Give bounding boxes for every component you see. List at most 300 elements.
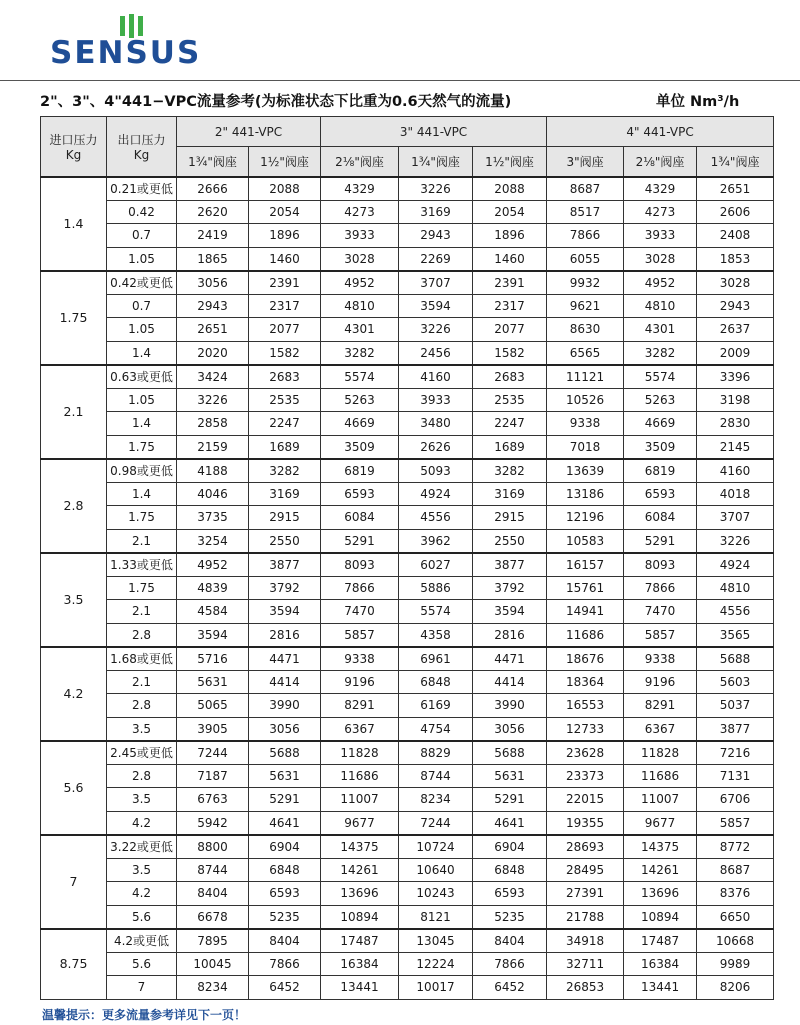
flow-value-cell: 8206: [697, 976, 774, 1000]
outlet-pressure-cell: 2.1: [107, 529, 177, 553]
flow-value-cell: 10894: [624, 905, 697, 929]
table-row: [41, 412, 774, 436]
flow-value-cell: 5603: [697, 670, 774, 694]
flow-value-cell: 21788: [547, 905, 624, 929]
flow-value-cell: 4273: [624, 200, 697, 224]
inlet-pressure-cell: 8.75: [41, 929, 107, 1000]
flow-value-cell: 8404: [249, 929, 321, 953]
inlet-pressure-cell: 1.4: [41, 177, 107, 271]
table-row: [41, 670, 774, 694]
flow-value-cell: 32711: [547, 952, 624, 976]
flow-value-cell: 3594: [399, 294, 473, 318]
flow-value-cell: 4810: [697, 576, 774, 600]
outlet-pressure-cell: 1.75: [107, 576, 177, 600]
flow-value-cell: 2419: [177, 224, 249, 248]
flow-value-cell: 4160: [399, 365, 473, 389]
flow-value-cell: 3028: [624, 247, 697, 271]
flow-value-cell: 2317: [249, 294, 321, 318]
outlet-pressure-cell: 0.21或更低: [107, 177, 177, 201]
flow-value-cell: 9932: [547, 271, 624, 295]
flow-value-cell: 11686: [624, 764, 697, 788]
flow-value-cell: 2816: [249, 623, 321, 647]
flow-value-cell: 7866: [624, 576, 697, 600]
flow-value-cell: 3198: [697, 388, 774, 412]
table-row: [41, 224, 774, 248]
flow-value-cell: 3933: [399, 388, 473, 412]
table-row: [41, 506, 774, 530]
flow-value-cell: 2391: [473, 271, 547, 295]
flow-value-cell: 3877: [697, 717, 774, 741]
flow-value-cell: 9196: [624, 670, 697, 694]
flow-value-cell: 6904: [249, 835, 321, 859]
flow-value-cell: 3254: [177, 529, 249, 553]
seat-header: 1¾"阀座: [399, 147, 473, 177]
flow-value-cell: 2088: [249, 177, 321, 201]
flow-value-cell: 7216: [697, 741, 774, 765]
flow-value-cell: 7866: [547, 224, 624, 248]
flow-value-cell: 15761: [547, 576, 624, 600]
table-row: [41, 435, 774, 459]
inlet-pressure-cell: 5.6: [41, 741, 107, 835]
flow-value-cell: 10045: [177, 952, 249, 976]
flow-value-cell: 27391: [547, 882, 624, 906]
header-divider: [0, 80, 800, 81]
table-row: [41, 529, 774, 553]
outlet-pressure-cell: 2.1: [107, 670, 177, 694]
outlet-pressure-cell: 2.1: [107, 600, 177, 624]
flow-value-cell: 16157: [547, 553, 624, 577]
flow-value-cell: 4160: [697, 459, 774, 483]
flow-value-cell: 16384: [624, 952, 697, 976]
flow-value-cell: 5291: [624, 529, 697, 553]
flow-value-cell: 4669: [624, 412, 697, 436]
page-title: 2"、3"、4"441−VPC流量参考(为标准状态下比重为0.6天然气的流量): [40, 94, 512, 110]
flow-value-cell: 4641: [473, 811, 547, 835]
flow-value-cell: 2088: [473, 177, 547, 201]
outlet-pressure-header: [107, 117, 177, 177]
flow-value-cell: 2816: [473, 623, 547, 647]
flow-value-cell: 5291: [249, 788, 321, 812]
flow-value-cell: 3792: [473, 576, 547, 600]
flow-value-cell: 4358: [399, 623, 473, 647]
flow-value-cell: 16553: [547, 694, 624, 718]
flow-value-cell: 3226: [399, 177, 473, 201]
flow-value-cell: 2077: [249, 318, 321, 342]
flow-value-cell: 4301: [321, 318, 399, 342]
flow-value-cell: 7131: [697, 764, 774, 788]
flow-value-cell: 1853: [697, 247, 774, 271]
flow-value-cell: 12733: [547, 717, 624, 741]
flow-value-cell: 10894: [321, 905, 399, 929]
outlet-pressure-cell: 0.63或更低: [107, 365, 177, 389]
table-row: [41, 647, 774, 671]
flow-value-cell: 3792: [249, 576, 321, 600]
table-row: [41, 717, 774, 741]
flow-value-cell: 2915: [249, 506, 321, 530]
flow-value-cell: 11686: [321, 764, 399, 788]
flow-value-cell: 1689: [473, 435, 547, 459]
flow-value-cell: 13045: [399, 929, 473, 953]
outlet-pressure-cell: 5.6: [107, 905, 177, 929]
flow-value-cell: 7866: [473, 952, 547, 976]
group-header-2in: 2" 441-VPC: [177, 117, 321, 147]
flow-value-cell: 6848: [399, 670, 473, 694]
outlet-pressure-cell: 4.2: [107, 882, 177, 906]
table-row: [41, 741, 774, 765]
flow-value-cell: 4301: [624, 318, 697, 342]
flow-value-cell: 3056: [473, 717, 547, 741]
flow-value-cell: 11121: [547, 365, 624, 389]
flow-value-cell: 3282: [624, 341, 697, 365]
flow-value-cell: 4952: [321, 271, 399, 295]
inlet-pressure-cell: 2.8: [41, 459, 107, 553]
flow-value-cell: 6819: [624, 459, 697, 483]
flow-value-cell: 4188: [177, 459, 249, 483]
flow-value-cell: 3594: [249, 600, 321, 624]
flow-value-cell: 3424: [177, 365, 249, 389]
flow-value-cell: 6706: [697, 788, 774, 812]
flow-value-cell: 3396: [697, 365, 774, 389]
inlet-unit-label: Kg: [65, 147, 82, 162]
flow-value-cell: 14375: [321, 835, 399, 859]
table-row: [41, 271, 774, 295]
flow-value-cell: 7187: [177, 764, 249, 788]
flow-value-cell: 9338: [624, 647, 697, 671]
seat-header: 1½"阀座: [249, 147, 321, 177]
outlet-pressure-cell: 4.2或更低: [107, 929, 177, 953]
flow-value-cell: 14375: [624, 835, 697, 859]
flow-value-cell: 2606: [697, 200, 774, 224]
flow-value-cell: 2020: [177, 341, 249, 365]
outlet-pressure-cell: 0.98或更低: [107, 459, 177, 483]
flow-value-cell: 10017: [399, 976, 473, 1000]
flow-value-cell: 5942: [177, 811, 249, 835]
flow-value-cell: 2915: [473, 506, 547, 530]
flow-value-cell: 2683: [473, 365, 547, 389]
flow-value-cell: 8630: [547, 318, 624, 342]
flow-value-cell: 2637: [697, 318, 774, 342]
flow-value-cell: 14261: [321, 858, 399, 882]
flow-value-cell: 5291: [321, 529, 399, 553]
flow-value-cell: 8093: [321, 553, 399, 577]
outlet-pressure-cell: 1.4: [107, 412, 177, 436]
outlet-pressure-cell: 2.8: [107, 623, 177, 647]
flow-value-cell: 3905: [177, 717, 249, 741]
flow-value-cell: 6084: [321, 506, 399, 530]
outlet-pressure-cell: 1.75: [107, 435, 177, 459]
flow-value-cell: 5631: [473, 764, 547, 788]
flow-value-cell: 10526: [547, 388, 624, 412]
flow-value-cell: 7470: [321, 600, 399, 624]
inlet-pressure-cell: 4.2: [41, 647, 107, 741]
flow-value-cell: 8404: [473, 929, 547, 953]
sensus-logo: [50, 14, 220, 70]
flow-value-cell: 2830: [697, 412, 774, 436]
flow-value-cell: 8121: [399, 905, 473, 929]
flow-value-cell: 8829: [399, 741, 473, 765]
flow-value-cell: 11007: [624, 788, 697, 812]
table-row: [41, 459, 774, 483]
flow-value-cell: 5093: [399, 459, 473, 483]
flow-value-cell: 2550: [249, 529, 321, 553]
table-row: [41, 623, 774, 647]
flow-value-cell: 2858: [177, 412, 249, 436]
flow-value-cell: 4414: [473, 670, 547, 694]
flow-value-cell: 17487: [321, 929, 399, 953]
flow-value-cell: 13441: [624, 976, 697, 1000]
flow-value-cell: 6961: [399, 647, 473, 671]
flow-value-cell: 4669: [321, 412, 399, 436]
flow-value-cell: 23628: [547, 741, 624, 765]
table-row: [41, 929, 774, 953]
flow-value-cell: 4329: [624, 177, 697, 201]
seat-header: 3"阀座: [547, 147, 624, 177]
flow-value-cell: 1582: [249, 341, 321, 365]
flow-value-cell: 4471: [249, 647, 321, 671]
table-row: [41, 600, 774, 624]
flow-value-cell: 2943: [399, 224, 473, 248]
flow-value-cell: 4556: [697, 600, 774, 624]
outlet-pressure-cell: 2.8: [107, 764, 177, 788]
outlet-pressure-label: 出口压力: [117, 132, 166, 147]
flow-value-cell: 12224: [399, 952, 473, 976]
flow-value-cell: 3990: [249, 694, 321, 718]
flow-value-cell: 5716: [177, 647, 249, 671]
flow-value-cell: 5857: [624, 623, 697, 647]
flow-value-cell: 7895: [177, 929, 249, 953]
table-row: [41, 318, 774, 342]
flow-value-cell: 1896: [249, 224, 321, 248]
flow-value-cell: 1896: [473, 224, 547, 248]
flow-value-cell: 19355: [547, 811, 624, 835]
flow-value-cell: 2269: [399, 247, 473, 271]
outlet-pressure-cell: 3.5: [107, 858, 177, 882]
flow-value-cell: 9196: [321, 670, 399, 694]
table-row: [41, 788, 774, 812]
flow-value-cell: 2054: [473, 200, 547, 224]
flow-value-cell: 4414: [249, 670, 321, 694]
flow-value-cell: 16384: [321, 952, 399, 976]
flow-value-cell: 18364: [547, 670, 624, 694]
flow-value-cell: 3480: [399, 412, 473, 436]
flow-value-cell: 4556: [399, 506, 473, 530]
flow-value-cell: 9621: [547, 294, 624, 318]
flow-value-cell: 3933: [624, 224, 697, 248]
outlet-pressure-cell: 1.05: [107, 247, 177, 271]
flow-value-cell: 2054: [249, 200, 321, 224]
flow-value-cell: 4924: [399, 482, 473, 506]
flow-value-cell: 3707: [399, 271, 473, 295]
table-row: [41, 341, 774, 365]
flow-value-cell: 6452: [473, 976, 547, 1000]
flow-value-cell: 7470: [624, 600, 697, 624]
table-row: [41, 177, 774, 201]
flow-value-cell: 6169: [399, 694, 473, 718]
flow-value-cell: 1460: [473, 247, 547, 271]
flow-value-cell: 5631: [249, 764, 321, 788]
flow-value-cell: 1582: [473, 341, 547, 365]
flow-value-cell: 18676: [547, 647, 624, 671]
flow-value-cell: 3735: [177, 506, 249, 530]
outlet-pressure-cell: 1.05: [107, 318, 177, 342]
flow-value-cell: 3282: [321, 341, 399, 365]
flow-value-cell: 6565: [547, 341, 624, 365]
flow-value-cell: 3226: [697, 529, 774, 553]
table-row: [41, 553, 774, 577]
group-header-4in: 4" 441-VPC: [547, 117, 774, 147]
flow-value-cell: 5574: [624, 365, 697, 389]
flow-value-cell: 2317: [473, 294, 547, 318]
flow-value-cell: 8291: [321, 694, 399, 718]
flow-value-cell: 6593: [249, 882, 321, 906]
flow-value-cell: 3226: [399, 318, 473, 342]
seat-header: 2⅛"阀座: [624, 147, 697, 177]
outlet-pressure-cell: 3.22或更低: [107, 835, 177, 859]
outlet-pressure-cell: 3.5: [107, 717, 177, 741]
flow-value-cell: 6848: [249, 858, 321, 882]
flow-value-cell: 6819: [321, 459, 399, 483]
flow-value-cell: 6027: [399, 553, 473, 577]
flow-value-cell: 10583: [547, 529, 624, 553]
flow-value-cell: 3877: [249, 553, 321, 577]
flow-value-cell: 22015: [547, 788, 624, 812]
outlet-pressure-cell: 4.2: [107, 811, 177, 835]
flow-value-cell: 3056: [177, 271, 249, 295]
flow-value-cell: 4273: [321, 200, 399, 224]
flow-value-cell: 3028: [697, 271, 774, 295]
flow-value-cell: 11686: [547, 623, 624, 647]
flow-value-cell: 2145: [697, 435, 774, 459]
flow-value-cell: 13186: [547, 482, 624, 506]
flow-value-cell: 14941: [547, 600, 624, 624]
flow-value-cell: 10640: [399, 858, 473, 882]
flow-value-cell: 4952: [177, 553, 249, 577]
table-row: [41, 247, 774, 271]
outlet-unit-label: Kg: [133, 147, 150, 162]
flow-value-cell: 8687: [547, 177, 624, 201]
flow-value-cell: 3509: [321, 435, 399, 459]
flow-value-cell: 28693: [547, 835, 624, 859]
flow-value-cell: 5037: [697, 694, 774, 718]
flow-value-cell: 2943: [697, 294, 774, 318]
table-row: [41, 294, 774, 318]
flow-value-cell: 2009: [697, 341, 774, 365]
flow-value-cell: 11828: [321, 741, 399, 765]
flow-value-cell: 6848: [473, 858, 547, 882]
flow-table-container: [40, 116, 773, 1000]
inlet-pressure-header: [41, 117, 107, 177]
flow-value-cell: 2943: [177, 294, 249, 318]
flow-value-cell: 3565: [697, 623, 774, 647]
flow-value-cell: 28495: [547, 858, 624, 882]
flow-value-cell: 3594: [473, 600, 547, 624]
outlet-pressure-cell: 0.7: [107, 294, 177, 318]
flow-value-cell: 4329: [321, 177, 399, 201]
flow-value-cell: 5857: [697, 811, 774, 835]
table-row: [41, 200, 774, 224]
outlet-pressure-cell: 5.6: [107, 952, 177, 976]
flow-value-cell: 12196: [547, 506, 624, 530]
flow-value-cell: 1460: [249, 247, 321, 271]
flow-value-cell: 7244: [177, 741, 249, 765]
flow-value-cell: 2408: [697, 224, 774, 248]
flow-value-cell: 13441: [321, 976, 399, 1000]
flow-value-cell: 9677: [321, 811, 399, 835]
flow-value-cell: 13639: [547, 459, 624, 483]
flow-value-cell: 11007: [321, 788, 399, 812]
flow-value-cell: 3962: [399, 529, 473, 553]
table-row: [41, 976, 774, 1000]
flow-table: [40, 116, 774, 1000]
outlet-pressure-cell: 2.8: [107, 694, 177, 718]
flow-value-cell: 2550: [473, 529, 547, 553]
flow-value-cell: 8744: [399, 764, 473, 788]
flow-value-cell: 3028: [321, 247, 399, 271]
flow-value-cell: 8517: [547, 200, 624, 224]
flow-value-cell: 5235: [249, 905, 321, 929]
flow-value-cell: 2666: [177, 177, 249, 201]
flow-value-cell: 11828: [624, 741, 697, 765]
flow-value-cell: 5886: [399, 576, 473, 600]
table-row: [41, 835, 774, 859]
flow-value-cell: 2535: [473, 388, 547, 412]
table-body: [41, 177, 774, 1000]
flow-value-cell: 8234: [177, 976, 249, 1000]
inlet-pressure-label: 进口压力: [49, 132, 98, 147]
flow-value-cell: 26853: [547, 976, 624, 1000]
seat-header: 1¾"阀座: [697, 147, 774, 177]
flow-value-cell: 5263: [624, 388, 697, 412]
flow-value-cell: 5631: [177, 670, 249, 694]
flow-value-cell: 8744: [177, 858, 249, 882]
table-row: [41, 882, 774, 906]
flow-value-cell: 7866: [321, 576, 399, 600]
flow-value-cell: 1865: [177, 247, 249, 271]
flow-value-cell: 2683: [249, 365, 321, 389]
flow-value-cell: 3594: [177, 623, 249, 647]
flow-value-cell: 2535: [249, 388, 321, 412]
flow-value-cell: 7244: [399, 811, 473, 835]
flow-value-cell: 3990: [473, 694, 547, 718]
flow-value-cell: 5263: [321, 388, 399, 412]
unit-label: 单位 Nm³/h: [656, 94, 740, 110]
outlet-pressure-cell: 0.7: [107, 224, 177, 248]
flow-value-cell: 6763: [177, 788, 249, 812]
flow-value-cell: 10724: [399, 835, 473, 859]
flow-value-cell: 2651: [177, 318, 249, 342]
flow-value-cell: 8404: [177, 882, 249, 906]
flow-value-cell: 9677: [624, 811, 697, 835]
flow-value-cell: 6650: [697, 905, 774, 929]
flow-value-cell: 4471: [473, 647, 547, 671]
outlet-pressure-cell: 1.68或更低: [107, 647, 177, 671]
flow-value-cell: 9989: [697, 952, 774, 976]
flow-value-cell: 8234: [399, 788, 473, 812]
outlet-pressure-cell: 1.4: [107, 482, 177, 506]
table-row: [41, 952, 774, 976]
flow-value-cell: 5688: [697, 647, 774, 671]
flow-value-cell: 4046: [177, 482, 249, 506]
flow-value-cell: 5688: [249, 741, 321, 765]
flow-value-cell: 6367: [624, 717, 697, 741]
flow-value-cell: 6678: [177, 905, 249, 929]
table-row: [41, 858, 774, 882]
table-row: [41, 365, 774, 389]
table-row: [41, 388, 774, 412]
table-row: [41, 694, 774, 718]
flow-value-cell: 5574: [399, 600, 473, 624]
flow-value-cell: 14261: [624, 858, 697, 882]
